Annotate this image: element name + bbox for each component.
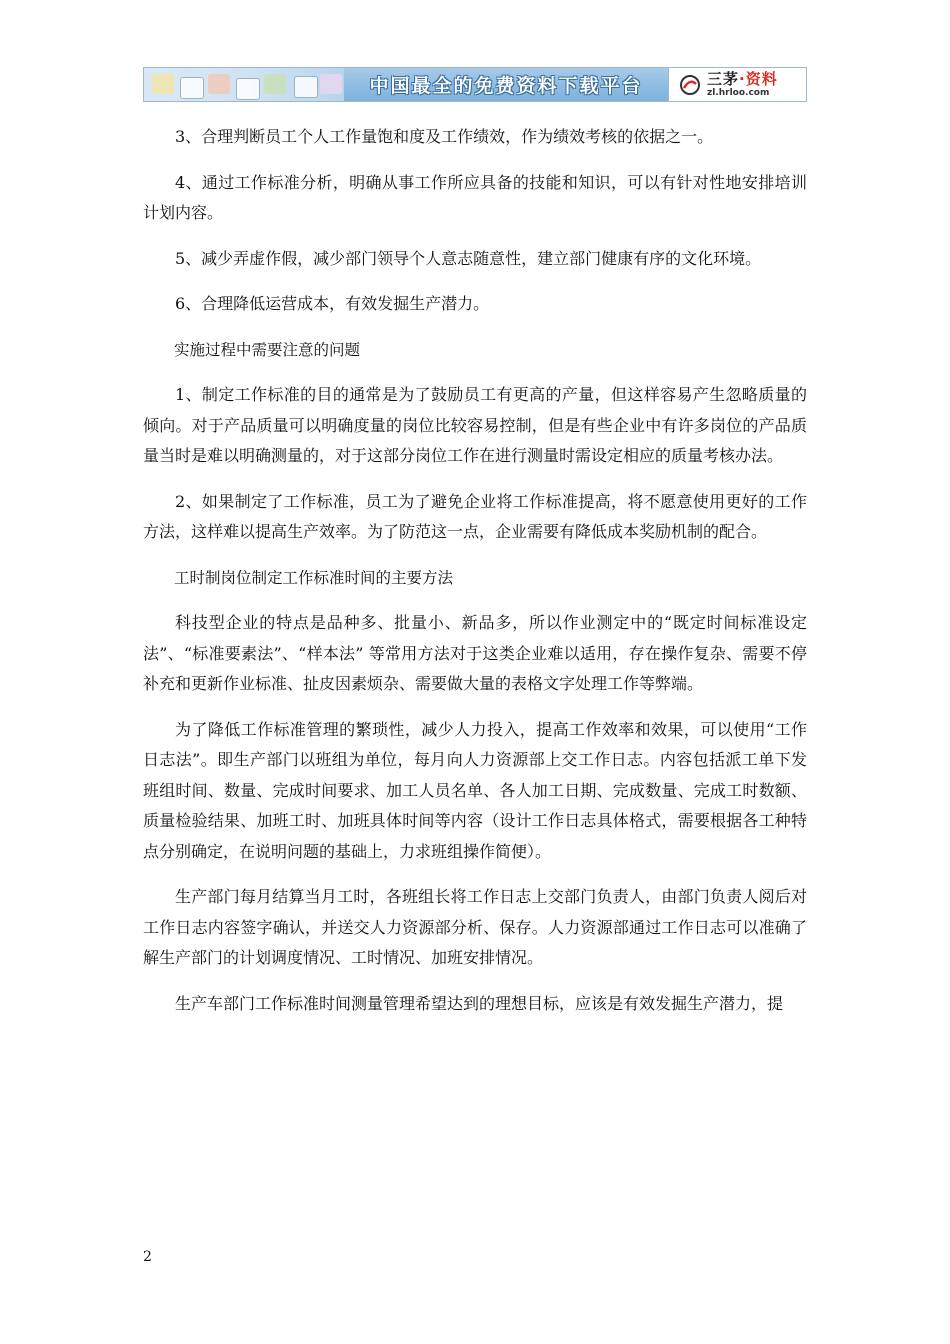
paper-icon [294, 76, 318, 98]
document-icon [320, 74, 342, 94]
logo-swirl-icon [679, 74, 701, 96]
body-paragraph: 3、合理判断员工个人工作量饱和度及工作绩效，作为绩效考核的依据之一。 [175, 127, 714, 146]
paper-icon [236, 78, 260, 100]
logo-name: 三茅·资料 [707, 69, 778, 88]
folder-icon [208, 74, 230, 94]
page-number: 2 [143, 1249, 152, 1265]
body-paragraph: 生产部门每月结算当月工时，各班组长将工作日志上交部门负责人，由部门负责人阅后对工作日志内容签字确认，并送交人力资源部分析、保存。人力资源部通过工作日志可以准确了解生产部门的计划调度情况、工时情况、加班安排情况。 [143, 887, 807, 967]
section-heading: 工时制岗位制定工作标准时间的主要方法 [174, 568, 454, 587]
body-paragraph: 为了降低工作标准管理的繁琐性，减少人力投入，提高工作效率和效果，可以使用“工作日志法”。即生产部门以班组为单位，每月向人力资源部上交工作日志。内容包括派工单下发班组时间、数量、完成时间要求、加工人员名单、各人加工日期、完成数量、完成工时数额、质量检验结果、加班工时、加班具体时间等内容（设计工作日志具体格式，需要根据各工种特点分别确定，在说明问题的基础上，力求班组操作简便）。 [143, 719, 807, 861]
banner-illustration [144, 68, 344, 101]
section-heading: 实施过程中需要注意的问题 [174, 340, 361, 359]
chart-icon [264, 74, 286, 94]
paper-icon [180, 77, 204, 99]
body-paragraph: 1、制定工作标准的目的通常是为了鼓励员工有更高的产量，但这样容易产生忽略质量的倾向。对于产品质量可以明确度量的岗位比较容易控制，但是有些企业中有许多岗位的产品质量当时是难以明确测量的，对于这部分岗位工作在进行测量时需设定相应的质量考核办法。 [143, 385, 807, 465]
body-paragraph: 4、通过工作标准分析，明确从事工作所应具备的技能和知识，可以有针对性地安排培训计划内容。 [143, 172, 807, 222]
site-logo [668, 68, 806, 101]
logo-url: zl.hrloo.com [707, 87, 770, 98]
body-paragraph: 生产车部门工作标准时间测量管理希望达到的理想目标，应该是有效发掘生产潜力，提 [175, 993, 784, 1013]
body-paragraph: 5、减少弄虚作假，减少部门领导个人意志随意性，建立部门健康有序的文化环境。 [175, 248, 762, 268]
banner-slogan: 中国最全的免费资料下载平台 [369, 75, 643, 97]
document-body [143, 122, 807, 1019]
banner-slogan-area [344, 68, 668, 101]
header-banner [143, 67, 807, 102]
body-paragraph: 6、合理降低运营成本，有效发掘生产潜力。 [175, 294, 490, 313]
body-paragraph: 2、如果制定了工作标准，员工为了避免企业将工作标准提高，将不愿意使用更好的工作方法，这样难以提高生产效率。为了防范这一点，企业需要有降低成本奖励机制的配合。 [143, 491, 807, 541]
body-paragraph: 科技型企业的特点是品种多、批量小、新品多，所以作业测定中的“既定时间标准设定法”、“标准要素法”、“样本法” 等常用方法对于这类企业难以适用，存在操作复杂、需要不停补充和更新作业标准、扯皮因素烦杂、需要做大量的表格文字处理工作等弊端。 [143, 613, 807, 693]
document-icon [152, 74, 174, 94]
